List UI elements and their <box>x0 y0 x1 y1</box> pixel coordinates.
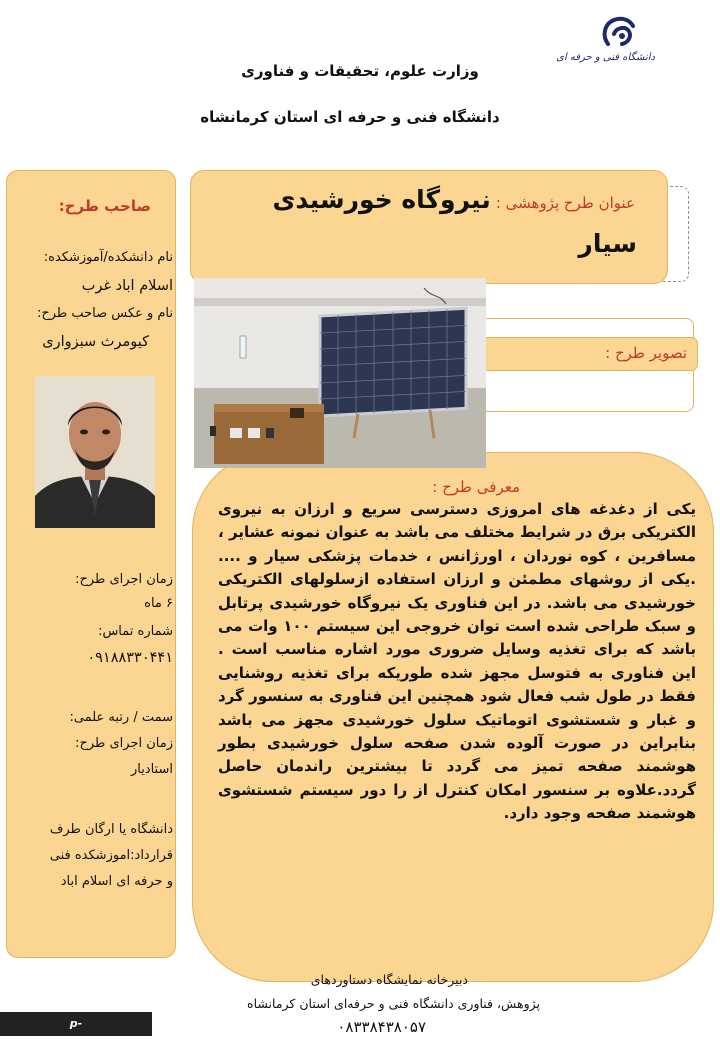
solar-plant-photo <box>194 278 486 468</box>
rank-duration-label: زمان اجرای طرح: <box>75 736 173 751</box>
intro-body: یکی از دغدغه های امروزی دسترسی سریع و ارزان به نیروی الکتریکی برق در شرایط مختلف می باشد به عنوان نمونه عشایر ، مسافرین ، کوه نوردان ، اورژانس ، خدمات پزشکی سیار و .... .یکی از روشهای مطمئن و ارزان استفاده ازسلولهای الکتریکی خورشیدی می باشد. در این فناوری یک نیروگاه خورشیدی پرتابل و سبک طراحی شده است توان خروجی این سیستم ۱۰۰ وات می باشد که برای تغذیه وسایل ضروری مورد اشاره مناسب است . این فناوری به فتوسل مجهز شده طوریکه برای تغذیه روشنایی فقط در طول شب فعال شود همچنین این فناوری به سنسور گرد و غبار و شستشوی اتوماتیک سلول خورشیدی مجهز می باشد بنابراین در صورت آلوده شدن صفحه سلول خورشیدی بطور هوشمند صفحه تمیز می گردد تا بیشترین راندمان حاصل گردد.علاوه بر سنسور امکان کنترل از را دور سیستم شستشوی هوشمند صفحه وجود دارد. <box>218 500 696 823</box>
title-label: عنوان طرح پژوهشی : <box>495 194 635 212</box>
footer-phone: ۰۸۳۳۸۴۳۸۰۵۷ <box>337 1018 426 1036</box>
duration-label: زمان اجرای طرح: <box>75 572 173 587</box>
university-heading: دانشگاه فنی و حرفه ای استان کرمانشاه <box>200 108 500 126</box>
phone-value: ۰۹۱۸۸۳۳۰۴۴۱ <box>87 650 173 666</box>
title-line-1 <box>272 185 635 214</box>
footer-line-2: پژوهش، فناوری دانشگاه فنی و حرفه‌ای استان کرمانشاه <box>247 996 540 1011</box>
project-title-box <box>190 170 668 284</box>
faculty-label: نام دانشکده/آموزشکده: <box>43 250 173 265</box>
project-image-label-box <box>476 337 698 371</box>
duration-value: ۶ ماه <box>144 596 173 611</box>
project-title: نیروگاه خورشیدی <box>272 185 491 214</box>
owner-label: نام و عکس صاحب طرح: <box>36 306 173 321</box>
owner-sidebar <box>6 170 176 958</box>
owner-value: کیومرث سبزواری <box>42 334 149 350</box>
faculty-value: اسلام اباد غرب <box>81 278 173 294</box>
owner-photo <box>35 376 155 528</box>
phone-label: شماره تماس: <box>98 624 173 639</box>
project-title-line-2: سیار <box>578 229 637 258</box>
org-line-2: قرارداد:اموزشکده فنی <box>49 848 173 863</box>
website-link[interactable]: p-islamabadgharb.tvu.ac.ir <box>0 1012 152 1036</box>
org-line-3: و حرفه ای اسلام اباد <box>60 874 173 889</box>
org-line-1: دانشگاه یا ارگان طرف <box>49 822 173 837</box>
rank-value: استادیار <box>130 762 173 777</box>
logo-caption: دانشگاه فنی و حرفه ای <box>556 52 655 63</box>
intro-label: معرفی طرح : <box>432 478 520 496</box>
project-image-label: تصویر طرح : <box>605 344 687 362</box>
rank-label: سمت / رتبه علمی: <box>69 710 173 725</box>
logo-emblem-icon <box>600 14 640 50</box>
owner-title: صاحب طرح: <box>58 197 151 215</box>
university-logo <box>556 14 655 72</box>
ministry-heading: وزارت علوم، تحقیقات و فناوری <box>241 62 479 80</box>
footer-line-1: دبیرخانه نمایشگاه دستاوردهای <box>310 972 468 987</box>
